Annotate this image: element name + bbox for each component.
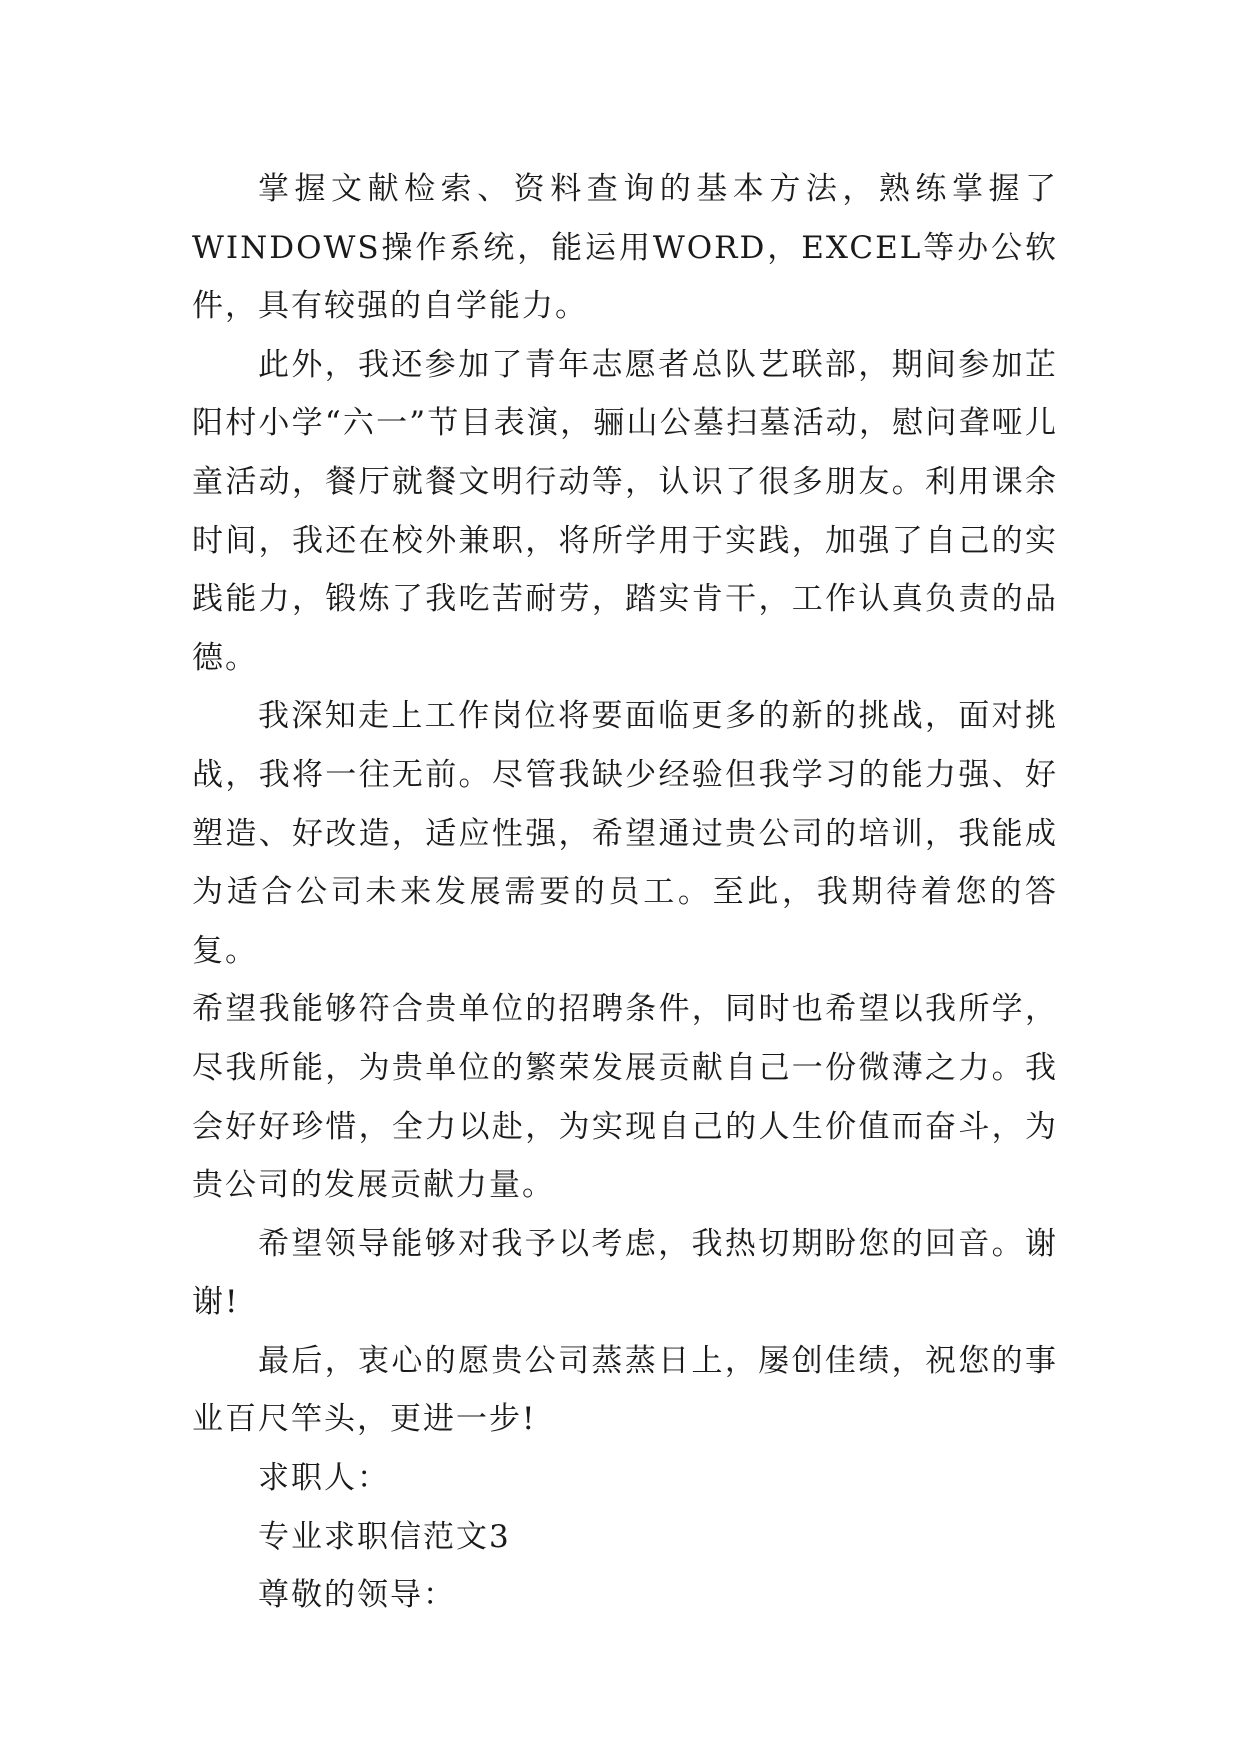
- applicant-signature-label: 求职人：: [258, 1460, 390, 1497]
- section-title: 专业求职信范文3: [258, 1518, 511, 1555]
- paragraph-challenges: 我深知走上工作岗位将要面临更多的新的挑战，面对挑战，我将一往无前。尽管我缺少经验但我学习的能力强、好塑造、好改造，适应性强，希望通过贵公司的培训，我能成为适合公司未来发展需要的员工。至此，我期待着您的答复。: [192, 698, 1058, 969]
- salutation: 尊敬的领导：: [258, 1577, 456, 1614]
- document-body: [192, 160, 1058, 1625]
- paragraph-skills: 掌握文献检索、资料查询的基本方法，熟练掌握了WINDOWS操作系统，能运用WORD，EXCEL等办公软件，具有较强的自学能力。: [192, 171, 1058, 325]
- paragraph-closing-wishes: 最后，衷心的愿贵公司蒸蒸日上，屡创佳绩，祝您的事业百尺竿头，更进一步!: [192, 1342, 1058, 1438]
- paragraph-hope: 希望我能够符合贵单位的招聘条件，同时也希望以我所学，尽我所能，为贵单位的繁荣发展贡献自己一份微薄之力。我会好好珍惜，全力以赴，为实现自己的人生价值而奋斗，为贵公司的发展贡献力量。: [192, 991, 1058, 1204]
- paragraph-thanks: 希望领导能够对我予以考虑，我热切期盼您的回音。谢谢!: [192, 1225, 1058, 1321]
- paragraph-volunteer: 此外，我还参加了青年志愿者总队艺联部，期间参加芷阳村小学“六一”节目表演，骊山公墓扫墓活动，慰问聋哑儿童活动，餐厅就餐文明行动等，认识了很多朋友。利用课余时间，我还在校外兼职，将所学用于实践，加强了自己的实践能力，锻炼了我吃苦耐劳，踏实肯干，工作认真负责的品德。: [192, 346, 1058, 676]
